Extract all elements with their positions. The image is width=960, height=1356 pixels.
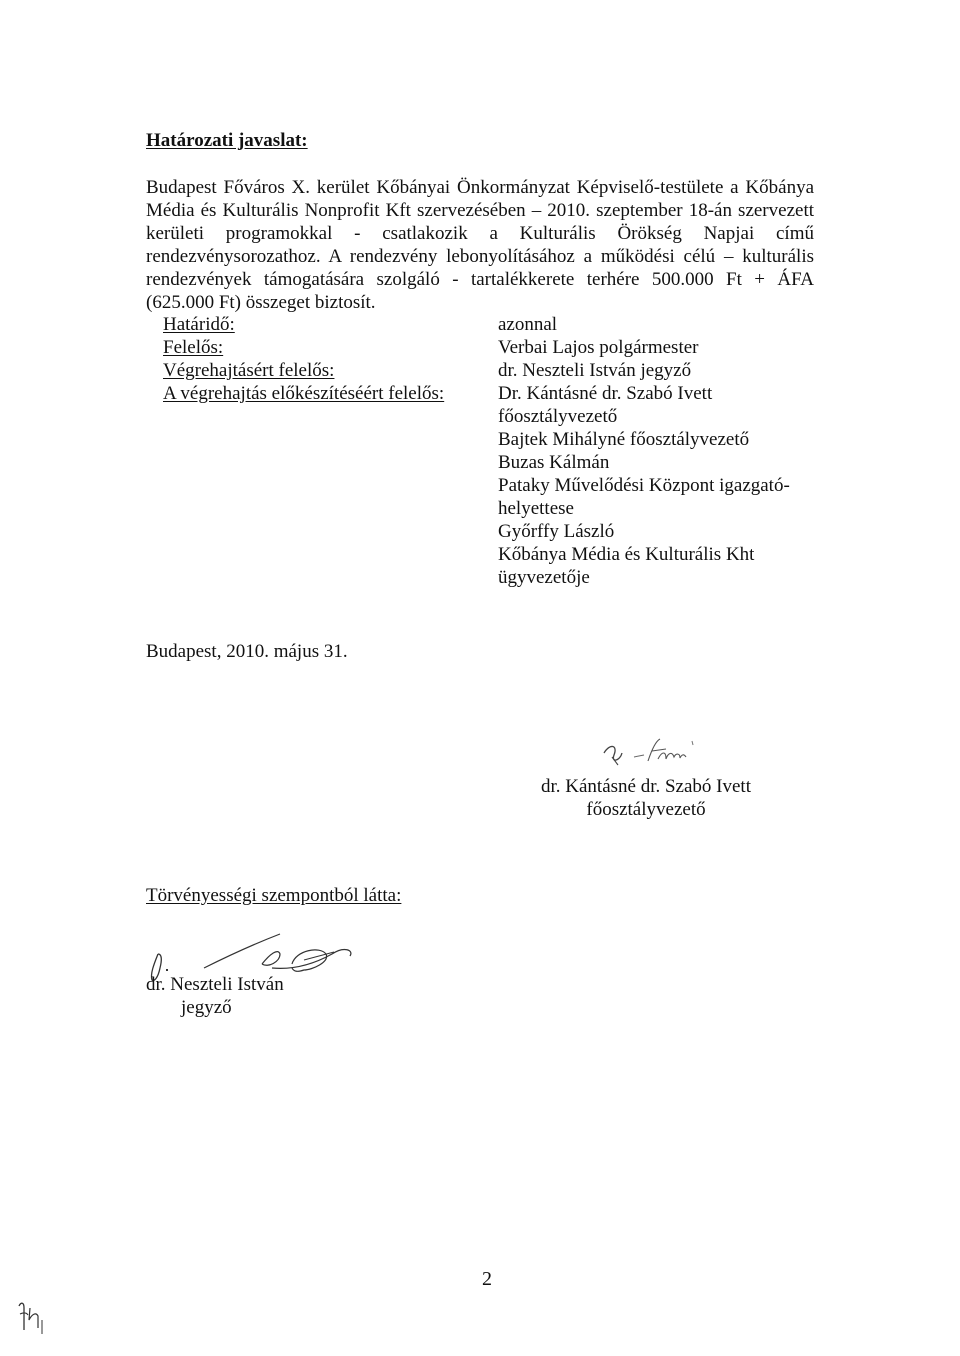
page-number: 2 [482,1268,492,1290]
handwritten-signature-kantasne [600,733,720,773]
preparation-value-line: Buzas Kálmán [498,452,610,473]
signatory-name: dr. Kántásné dr. Szabó Ivett [540,776,751,797]
paragraph-line: (625.000 Ft) összeget biztosít. [146,292,376,313]
preparation-value-line: Pataky Művelődési Központ igazgató- [498,475,790,496]
preparation-value-line: Dr. Kántásné dr. Szabó Ivett [498,383,713,404]
preparation-value-line: főosztályvezető [498,406,618,427]
responsible-label: Felelős: [163,337,224,358]
preparation-value-line: Bajtek Mihályné főosztályvezető [498,429,750,450]
legality-signatory-name: dr. Neszteli István [146,974,284,995]
paragraph-line: kerületi programokkal - csatlakozik a Kulturális Örökség Napjai című [146,223,814,244]
resolution-heading: Határozati javaslat: [146,130,308,151]
legality-signatory-title: jegyző [181,997,232,1018]
preparation-value-line: Győrffy László [498,521,615,542]
paragraph-line: rendezvények támogatására szolgáló - tartalékkerete terhére 500.000 Ft + ÁFA [146,269,814,290]
resolution-paragraph [146,176,814,314]
execution-responsible-label: Végrehajtásért felelős: [163,360,335,381]
execution-responsible-value: dr. Neszteli István jegyző [498,360,692,381]
deadline-label: Határidő: [163,314,235,335]
signatory-title: főosztályvezető [586,799,706,820]
preparation-value-line: Kőbánya Média és Kulturális Kht [498,544,755,565]
legality-review-label: Törvényességi szempontból látta: [146,885,402,906]
place-date: Budapest, 2010. május 31. [146,641,348,662]
deadline-value: azonnal [498,314,558,335]
paragraph-line: Média és Kulturális Nonprofit Kft szervezésében – 2010. szeptember 18-án szervezett [146,200,814,221]
preparation-value-line: ügyvezetője [498,567,590,588]
preparation-value-line: helyettese [498,498,574,519]
paragraph-line: Budapest Főváros X. kerület Kőbányai Önkormányzat Képviselő-testülete a Kőbánya [146,177,814,198]
preparation-responsible-label: A végrehajtás előkészítéséért felelős: [163,383,445,404]
handwritten-margin-mark [16,1300,46,1334]
paragraph-line: rendezvénysorozathoz. A rendezvény lebonyolításához a működési célú – kulturális [146,246,814,267]
responsible-value: Verbai Lajos polgármester [498,337,699,358]
